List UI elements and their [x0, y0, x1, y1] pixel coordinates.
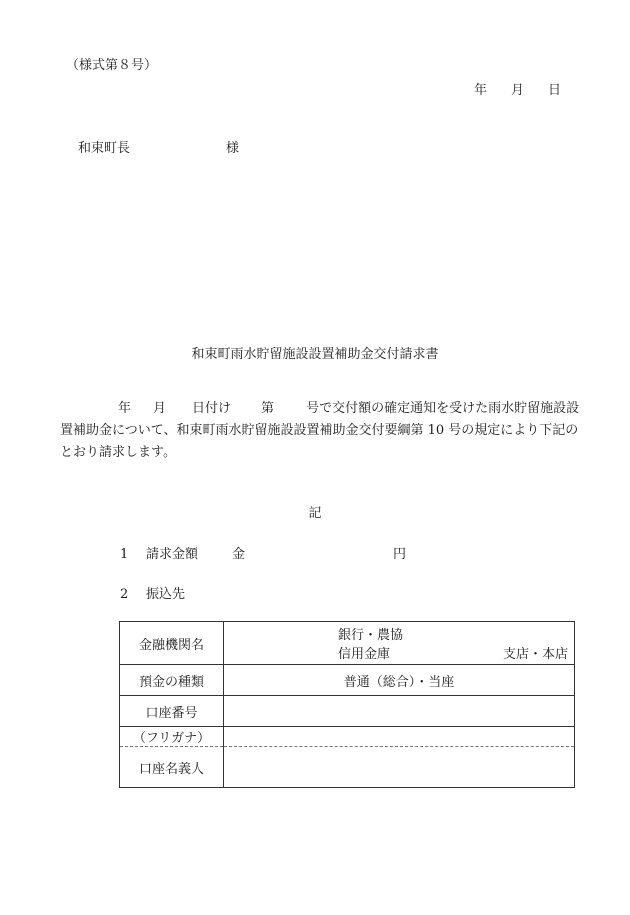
body-month: 月	[153, 401, 167, 416]
branch-type: 支店・本店	[502, 647, 568, 662]
item-label: 請求金額	[146, 547, 199, 562]
date-year: 年	[474, 83, 488, 98]
institution-label: 金融機関名	[120, 622, 224, 665]
amount-unit: 円	[393, 547, 407, 562]
deposit-type-field[interactable]: 普通（総合）・当座	[224, 665, 575, 696]
account-holder-field[interactable]	[224, 747, 575, 788]
account-holder-label: 口座名義人	[120, 747, 224, 788]
item-transfer-destination	[120, 583, 185, 602]
date-line	[474, 79, 561, 98]
table-row	[120, 727, 575, 747]
furigana-label: （フリガナ）	[120, 727, 224, 747]
institution-field[interactable]	[224, 622, 575, 665]
addressee-name: 和束町長	[78, 141, 131, 156]
table-row	[120, 747, 575, 788]
table-row	[120, 696, 575, 727]
item-label: 振込先	[146, 587, 186, 602]
addressee	[78, 137, 239, 156]
table-row	[120, 622, 575, 665]
institution-type-line1: 銀行・農協	[338, 628, 404, 643]
item-number: 1	[120, 547, 129, 562]
amount-prefix: 金	[232, 547, 246, 562]
document-title: 和束町雨水貯留施設設置補助金交付請求書	[191, 347, 439, 362]
body-year: 年	[118, 401, 132, 416]
bank-account-table	[119, 621, 575, 788]
furigana-field[interactable]	[224, 727, 575, 747]
account-number-label: 口座番号	[120, 696, 224, 727]
date-day: 日	[548, 83, 562, 98]
ki-heading: 記	[308, 506, 322, 521]
item-request-amount	[120, 543, 406, 562]
account-number-field[interactable]	[224, 696, 575, 727]
deposit-type-label: 預金の種類	[120, 665, 224, 696]
item-number: 2	[120, 587, 129, 602]
addressee-honorific: 様	[226, 141, 240, 156]
table-row	[120, 665, 575, 696]
body-paragraph	[60, 398, 582, 464]
institution-type-line2: 信用金庫	[338, 647, 391, 662]
date-month: 月	[511, 83, 525, 98]
body-text: 号で交付額の確定通知を受けた雨水貯留施設設置補助金について、和束町雨水貯留施設設置補助金交付要綱第 10 号の規定により下記のとおり請求します。	[60, 401, 580, 460]
body-no-prefix: 第	[261, 401, 275, 416]
body-dated: 日付け	[192, 401, 232, 416]
form-number: （様式第８号）	[66, 58, 158, 73]
